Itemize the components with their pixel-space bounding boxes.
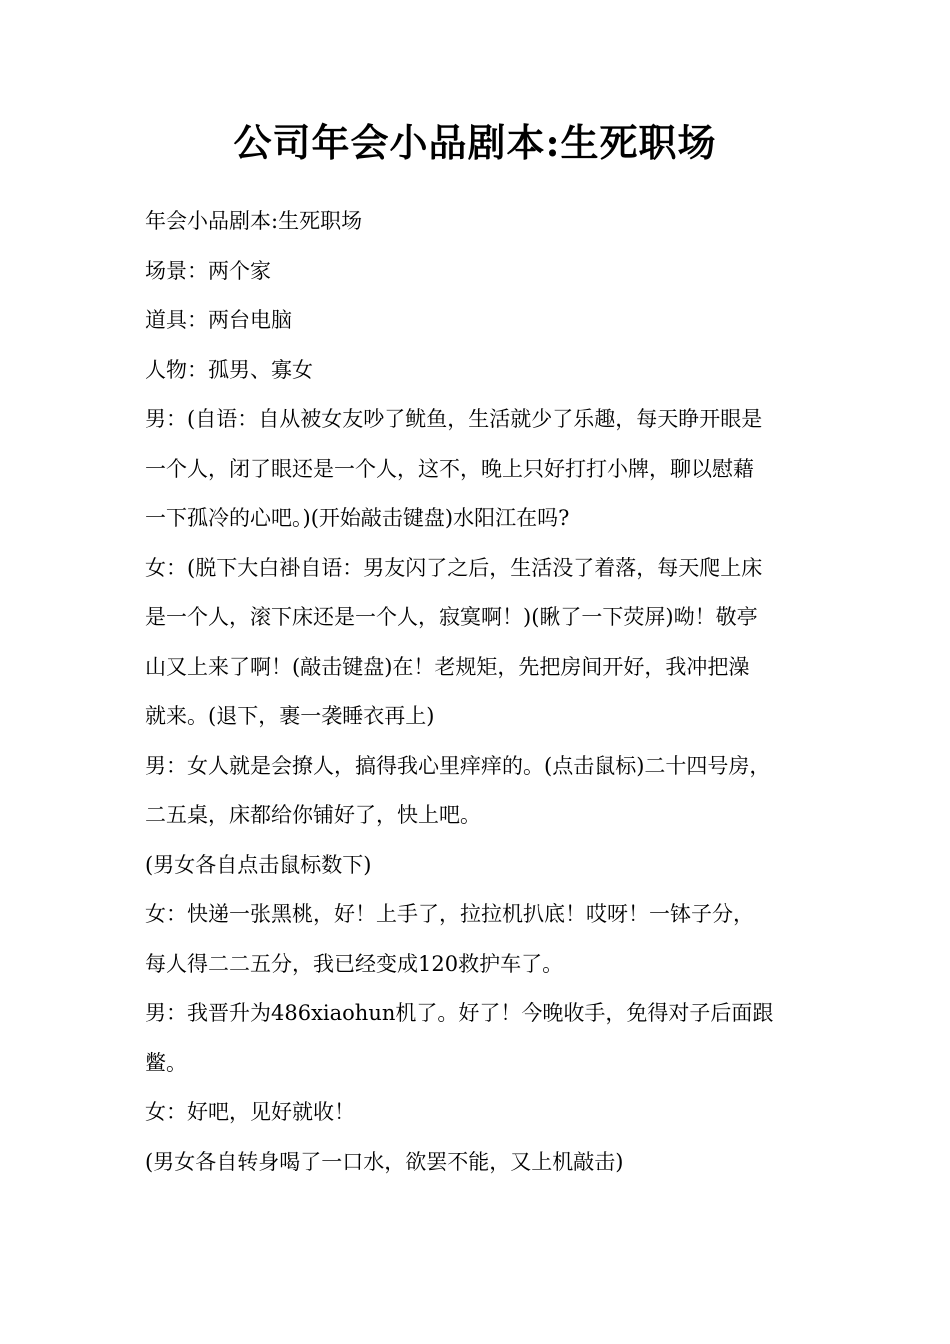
document-title: 公司年会小品剧本:生死职场 bbox=[233, 120, 717, 165]
text-line: 年会小品剧本:生死职场 bbox=[145, 209, 363, 233]
paragraph bbox=[145, 247, 807, 297]
paragraph bbox=[145, 742, 807, 841]
text-line: (男女各自转身喝了一口水，欲罢不能，又上机敲击) bbox=[145, 1149, 624, 1174]
document-body bbox=[145, 197, 807, 1187]
text-line: 一下孤冷的心吧。)(开始敲击键盘)水阳江在吗? bbox=[145, 506, 570, 530]
text-line: 二五桌，床都给你铺好了，快上吧。 bbox=[145, 803, 481, 827]
text-line: 每人得二二五分，我已经变成120救护车了。 bbox=[145, 951, 564, 976]
text-line: 女：好吧，见好就收！ bbox=[145, 1100, 355, 1124]
paragraph bbox=[145, 841, 807, 891]
text-line: 是一个人，滚下床还是一个人，寂寞啊！)(瞅了一下荧屏)呦！敬亭 bbox=[145, 605, 758, 629]
text-line: 人物：孤男、寡女 bbox=[145, 357, 313, 382]
paragraph bbox=[145, 1138, 807, 1188]
text-line: 场景：两个家 bbox=[145, 258, 271, 283]
paragraph bbox=[145, 346, 807, 396]
paragraph bbox=[145, 890, 807, 989]
paragraph bbox=[145, 989, 807, 1088]
text-line: 女：(脱下大白褂自语：男友闪了之后，生活没了着落，每天爬上床 bbox=[145, 555, 763, 580]
text-line: (男女各自点击鼠标数下) bbox=[145, 852, 372, 877]
text-line: 鳖。 bbox=[145, 1050, 187, 1075]
text-line: 男：女人就是会撩人，搞得我心里痒痒的。(点击鼠标)二十四号房， bbox=[145, 753, 771, 778]
text-line: 男：我晋升为486xiaohun机了。好了！今晚收手，免得对子后面跟 bbox=[145, 1001, 774, 1025]
text-line: 道具：两台电脑 bbox=[145, 308, 292, 332]
text-line: 男：(自语：自从被女友吵了鱿鱼，生活就少了乐趣，每天睁开眼是 bbox=[145, 407, 763, 431]
paragraph bbox=[145, 296, 807, 346]
text-line: 一个人，闭了眼还是一个人，这不，晚上只好打打小牌，聊以慰藉 bbox=[145, 456, 754, 481]
paragraph bbox=[145, 1088, 807, 1138]
paragraph bbox=[145, 395, 807, 544]
paragraph bbox=[145, 544, 807, 742]
text-line: 山又上来了啊！(敲击键盘)在！老规矩，先把房间开好，我冲把澡 bbox=[145, 654, 750, 679]
paragraph bbox=[145, 197, 807, 247]
text-line: 女：快递一张黑桃，好！上手了，拉拉机扒底！哎呀！一钵子分， bbox=[145, 902, 754, 926]
text-line: 就来。(退下，裹一袭睡衣再上) bbox=[145, 704, 435, 728]
